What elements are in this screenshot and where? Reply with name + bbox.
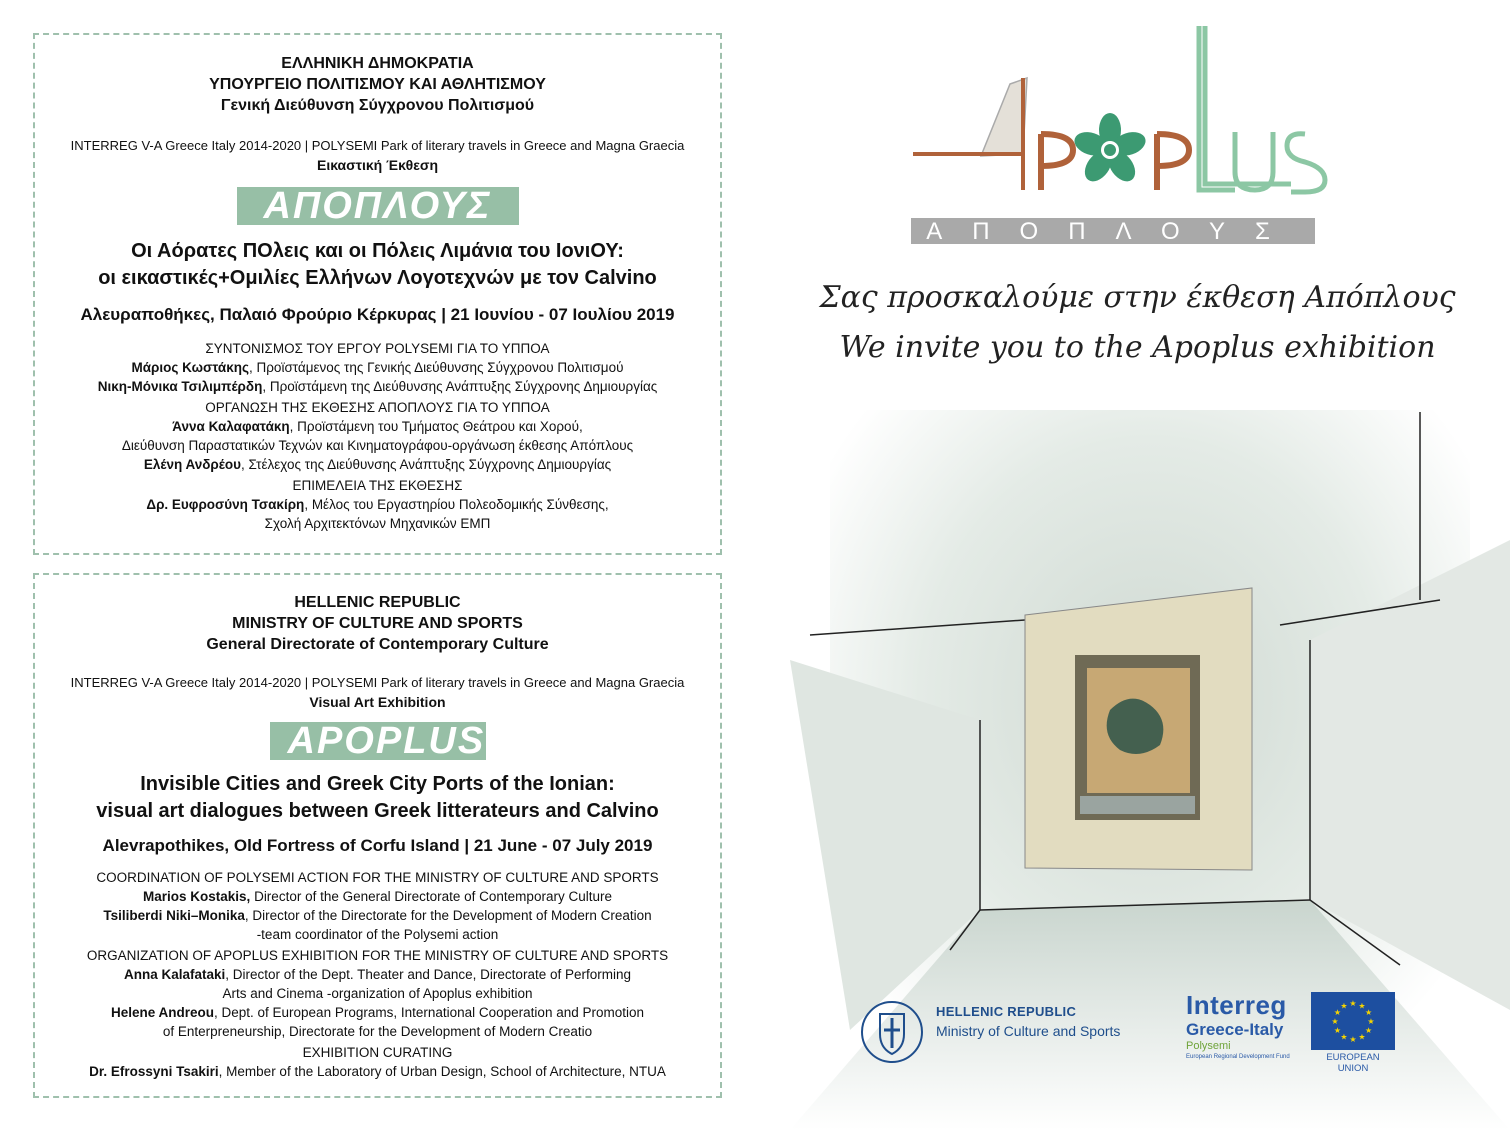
credit-line <box>87 1062 668 1081</box>
greek-coat-of-arms-icon <box>860 1000 924 1064</box>
subtitle-line: Οι Αόρατες ΠΟλεις και οι Πόλεις Λιμάνια του ΙονιΟΥ: <box>131 239 624 262</box>
credit-line <box>98 417 658 436</box>
person-role-cont: of Enterpreneurship, Directorate for the Development of Modern Creatio <box>162 1023 593 1039</box>
gov-header <box>209 53 546 116</box>
polysemi-label: Polysemi <box>1186 1040 1231 1052</box>
gov-line: ΥΠΟΥΡΓΕΙΟ ΠΟΛΙΤΙΣΜΟΥ ΚΑΙ ΑΘΛΗΤΙΣΜΟΥ <box>209 76 546 94</box>
person-name: Helene Andreou <box>110 1004 214 1020</box>
credit-line <box>98 495 658 514</box>
gov-header <box>206 592 548 655</box>
eu-star-icon: ★ <box>1365 1008 1373 1017</box>
section-heading: ORGANIZATION OF APOPLUS EXHIBITION FOR THE MINISTRY OF CULTURE AND SPORTS <box>86 947 669 963</box>
eu-star-icon: ★ <box>1365 1026 1373 1035</box>
venue-dates: Αλευραποθήκες, Παλαιό Φρούριο Κέρκυρας | 21 Ιουνίου - 07 Ιουλίου 2019 <box>80 305 675 325</box>
credit-line <box>87 887 668 906</box>
invitation-greek: Σας προσκαλούμε στην έκθεση Απόπλους <box>819 280 1456 315</box>
eu-star-icon: ★ <box>1340 1032 1348 1042</box>
section-heading: ΕΠΙΜΕΛΕΙΑ ΤΗΣ ΕΚΘΕΣΗΣ <box>292 477 463 493</box>
person-role-cont: Arts and Cinema -organization of Apoplus exhibition <box>222 985 533 1001</box>
interreg-logo: Interreg <box>1186 990 1287 1020</box>
gov-line: HELLENIC REPUBLIC <box>294 594 461 612</box>
person-name: Μάριος Κωστάκης <box>131 359 249 375</box>
person-name: Άννα Καλαφατάκη <box>172 418 290 434</box>
eu-star-icon: ★ <box>1358 1001 1366 1011</box>
credit-line <box>87 965 668 984</box>
person-role: , Director of the Directorate for the Development of Modern Creation <box>244 907 652 923</box>
eu-star-icon: ★ <box>1333 1026 1341 1035</box>
person-name: Νικη-Μόνικα Τσιλιμπέρδη <box>97 378 263 394</box>
person-role: , Director of the Dept. Theater and Dance, Directorate of Performing <box>225 966 631 982</box>
propeller-icon <box>1071 113 1148 186</box>
credits <box>87 868 668 1081</box>
person-role-cont: Διεύθυνση Παραστατικών Τεχνών και Κινηματογράφου-οργάνωση έκθεσης Απόπλους <box>121 437 634 453</box>
person-role: , Στέλεχος της Διεύθυνσης Ανάπτυξης Σύγχρονης Δημιουργίας <box>240 456 612 472</box>
logo-letters-lus <box>1199 26 1325 192</box>
ministry-label: Ministry of Culture and Sports <box>936 1023 1121 1039</box>
gov-line: ΕΛΛΗΝΙΚΗ ΔΗΜΟΚΡΑΤΙΑ <box>281 55 474 73</box>
person-name: Marios Kostakis, <box>143 888 251 904</box>
hellenic-republic-label: HELLENIC REPUBLIC <box>936 1004 1077 1019</box>
eu-star-icon: ★ <box>1367 1017 1375 1026</box>
section-heading: EXHIBITION CURATING <box>302 1044 453 1060</box>
program-line: INTERREG V-A Greece Italy 2014-2020 | POLYSEMI Park of literary travels in Greece and Magna Graecia <box>70 137 685 153</box>
credits <box>98 339 658 533</box>
person-role: , Προϊστάμενη του Τμήματος Θεάτρου και Χορού, <box>289 418 583 434</box>
section-heading: ΣΥΝΤΟΝΙΣΜΟΣ ΤΟΥ ΕΡΓΟΥ POLYSEMI ΓΙΑ ΤΟ ΥΠΠΟΑ <box>205 340 550 356</box>
credit-line <box>98 358 658 377</box>
person-role: Director of the General Directorate of Contemporary Culture <box>250 888 612 904</box>
greek-info-panel <box>33 33 722 555</box>
window-sill <box>1080 796 1195 814</box>
apoplus-logo <box>905 22 1345 252</box>
logo-letter-p2 <box>1157 134 1189 190</box>
program-line: INTERREG V-A Greece Italy 2014-2020 | POLYSEMI Park of literary travels in Greece and Magna Graecia <box>70 674 685 690</box>
person-name: Δρ. Ευφροσύνη Τσακίρη <box>146 496 305 512</box>
eu-star-icon: ★ <box>1333 1008 1341 1017</box>
credit-line <box>98 377 658 396</box>
person-role-cont: -team coordinator of the Polysemi action <box>256 926 499 942</box>
exhibition-kind: Εικαστική Έκθεση <box>316 156 439 173</box>
eu-star-icon: ★ <box>1358 1032 1366 1042</box>
person-name: Tsiliberdi Niki–Monika <box>103 907 245 923</box>
eu-star-icon: ★ <box>1349 1035 1357 1044</box>
eu-star-icon: ★ <box>1349 999 1357 1008</box>
person-name: Ελένη Ανδρέου <box>143 456 241 472</box>
gov-line: General Directorate of Contemporary Culture <box>206 636 549 654</box>
erdf-label: European Regional Development Fund <box>1186 1054 1290 1060</box>
section-heading: ΟΡΓΑΝΩΣΗ ΤΗΣ ΕΚΘΕΣΗΣ ΑΠΟΠΛΟΥΣ ΓΙΑ ΤΟ ΥΠΠΟΑ <box>205 399 550 415</box>
logo-letter-p <box>1041 134 1073 190</box>
person-role: , Dept. of European Programs, International Cooperation and Promotion <box>214 1004 645 1020</box>
logo-band-text: ΑΠΟΠΛΟΥΣ <box>926 218 1300 245</box>
sail-icon <box>981 78 1027 190</box>
exhibition-title: ΑΠΟΠΛΟΥΣ <box>237 187 519 225</box>
subtitle-line: visual art dialogues between Greek litterateurs and Calvino <box>96 799 659 822</box>
person-role: , Προϊστάμενος της Γενικής Διεύθυνσης Σύγχρονου Πολιτισμού <box>249 359 624 375</box>
person-name: Anna Kalafataki <box>124 966 226 982</box>
gov-line: MINISTRY OF CULTURE AND SPORTS <box>232 615 523 633</box>
english-info-panel <box>33 573 722 1098</box>
person-role: , Προϊστάμενη της Διεύθυνσης Ανάπτυξης Σύγχρονης Δημιουργίας <box>262 378 658 394</box>
eu-star-icon: ★ <box>1331 1017 1339 1026</box>
european-union-label: EUROPEAN UNION <box>1326 1052 1380 1074</box>
person-name: Dr. Efrossyni Tsakiri <box>89 1063 219 1079</box>
exhibition-kind: Visual Art Exhibition <box>309 693 446 710</box>
credit-line <box>87 1003 668 1022</box>
section-heading: COORDINATION OF POLYSEMI ACTION FOR THE MINISTRY OF CULTURE AND SPORTS <box>96 869 659 885</box>
eu-star-icon: ★ <box>1340 1001 1348 1011</box>
person-role: , Member of the Laboratory of Urban Design, School of Architecture, NTUA <box>218 1063 666 1079</box>
person-role: , Μέλος του Εργαστηρίου Πολεοδομικής Σύνθεσης, <box>304 496 609 512</box>
sponsor-logos <box>860 990 1400 1074</box>
subtitle-line: Invisible Cities and Greek City Ports of the Ionian: <box>140 772 615 795</box>
greece-italy-label: Greece-Italy <box>1186 1020 1284 1039</box>
eu-flag-icon <box>1311 992 1395 1050</box>
credit-line <box>87 906 668 925</box>
subtitle-line: οι εικαστικές+Ομιλίες Ελλήνων Λογοτεχνών με τον Calvino <box>98 266 657 289</box>
invitation-english: We invite you to the Apoplus exhibition <box>839 330 1436 365</box>
venue-dates: Alevrapothikes, Old Fortress of Corfu Island | 21 June - 07 July 2019 <box>102 836 653 856</box>
person-role-cont: Σχολή Αρχιτεκτόνων Μηχανικών ΕΜΠ <box>264 515 491 531</box>
credit-line <box>98 455 658 474</box>
exhibition-title: APOPLUS <box>270 722 486 760</box>
gov-line: Γενική Διεύθυνση Σύγχρονου Πολιτισμού <box>220 97 535 115</box>
